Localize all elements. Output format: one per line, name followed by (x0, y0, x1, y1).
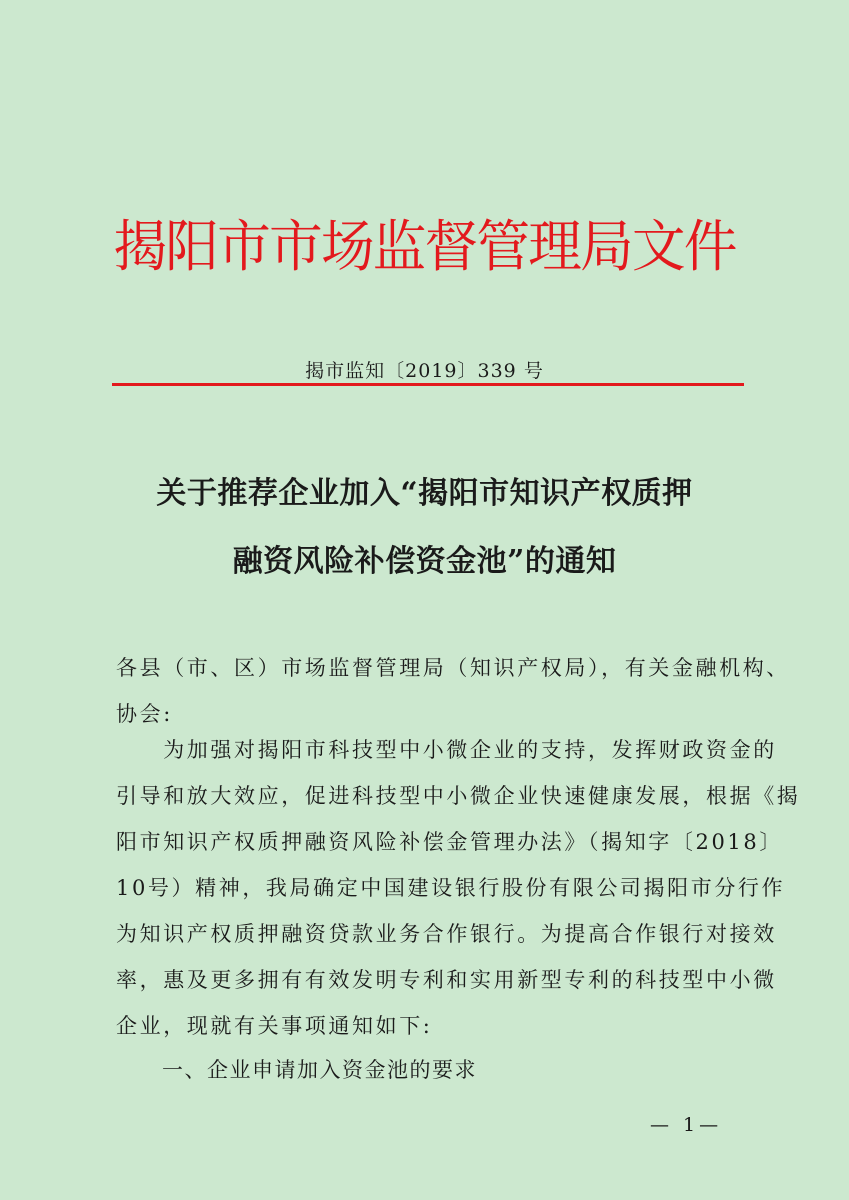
body-line: 企业，现就有关事项通知如下: (116, 1014, 433, 1038)
document-number: 揭市监知〔2019〕339 号 (305, 360, 544, 382)
document-title-line-1: 关于推荐企业加入“揭阳市知识产权质押 (156, 476, 693, 511)
body-line: 10号）精神，我局确定中国建设银行股份有限公司揭阳市分行作 (116, 876, 786, 900)
body-line: 协会: (116, 702, 173, 726)
body-line: 为知识产权质押融资贷款业务合作银行。为提高合作银行对接效 (116, 922, 777, 946)
issuing-authority-header: 揭阳市市场监督管理局文件 (113, 215, 736, 280)
body-line: 引导和放大效应，促进科技型中小微企业快速健康发展，根据《揭 (116, 784, 801, 808)
section-heading: 一、企业申请加入资金池的要求 (162, 1058, 477, 1082)
page-number: — 1— (650, 1114, 723, 1136)
body-line: 阳市知识产权质押融资风险补偿金管理办法》（揭知字〔2018〕 (116, 830, 783, 854)
body-line: 为加强对揭阳市科技型中小微企业的支持，发挥财政资金的 (116, 738, 777, 762)
red-separator-line (112, 383, 744, 386)
body-line-recipients: 各县（市、区）市场监督管理局（知识产权局），有关金融机构、 (116, 656, 790, 680)
body-line: 率，惠及更多拥有有效发明专利和实用新型专利的科技型中小微 (116, 968, 777, 992)
document-title-line-2: 融资风险补偿资金池”的通知 (232, 544, 617, 579)
